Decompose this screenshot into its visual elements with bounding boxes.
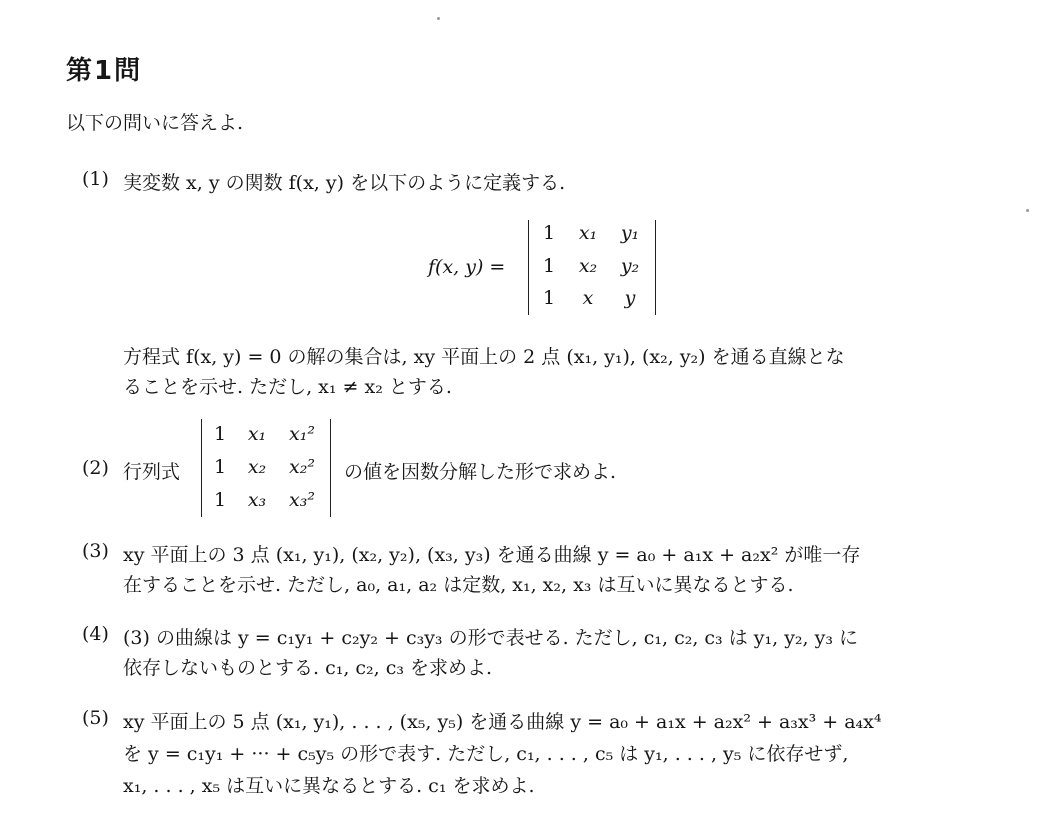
matrix-cell: x₂² xyxy=(289,456,315,478)
determinant-matrix xyxy=(201,419,331,517)
matrix-cell: 1 xyxy=(542,255,556,277)
matrix-cell: 1 xyxy=(213,423,227,445)
problem-text-line: 依存しないものとする. c₁, c₂, c₃ を求めよ. xyxy=(123,657,493,679)
matrix-cell: 1 xyxy=(542,287,556,309)
problem-text-line: (3) の曲線は y = c₁y₁ + c₂y₂ + c₃y₃ の形で表せる. ただし, c₁, c₂, c₃ は y₁, y₂, y₃ に xyxy=(123,627,859,649)
problem-text-line: 方程式 f(x, y) = 0 の解の集合は, xy 平面上の 2 点 (x₁, y₁), (x₂, y₂) を通る直線とな xyxy=(123,346,845,368)
problem-text-line: xy 平面上の 5 点 (x₁, y₁), . . . , (x₅, y₅) を通る曲線 y = a₀ + a₁x + a₂x² + a₃x³ + a₄x⁴ xyxy=(123,711,882,733)
matrix-cell: x₂ xyxy=(247,456,267,478)
subproblem-number: (4) xyxy=(82,623,109,645)
matrix-cell: x₃ xyxy=(247,489,267,511)
subproblem-number: (5) xyxy=(82,707,109,729)
determinant-matrix xyxy=(528,220,656,315)
subproblem-2 xyxy=(82,414,982,524)
matrix-cell: y₁ xyxy=(620,222,640,244)
matrix-cell: x₃² xyxy=(289,489,315,511)
scan-speck xyxy=(437,17,440,20)
problem-text-prefix: 行列式 xyxy=(123,461,181,483)
matrix-cell: 1 xyxy=(213,489,227,511)
equation-lhs: f(x, y) = xyxy=(428,256,506,278)
subproblem-3 xyxy=(82,540,982,602)
matrix-cell: 1 xyxy=(213,456,227,478)
problem-text-line: 実変数 x, y の関数 f(x, y) を以下のように定義する. xyxy=(123,172,566,194)
problem-text-line: xy 平面上の 3 点 (x₁, y₁), (x₂, y₂), (x₃, y₃) を通る曲線 y = a₀ + a₁x + a₂x² が唯一存 xyxy=(123,544,861,566)
subproblem-1 xyxy=(82,168,982,408)
matrix-cell: x₁² xyxy=(289,423,315,445)
matrix-cell: y xyxy=(624,287,636,309)
subproblem-number: (1) xyxy=(82,168,109,190)
problem-text-line: を y = c₁y₁ + ··· + c₅y₅ の形で表す. ただし, c₁, . . . , c₅ は y₁, . . . , y₅ に依存せず, xyxy=(123,743,849,765)
problem-text-line: 在することを示せ. ただし, a₀, a₁, a₂ は定数, x₁, x₂, x₃ は互いに異なるとする. xyxy=(123,574,794,596)
matrix-cell: x₁ xyxy=(247,423,267,445)
matrix-cell: 1 xyxy=(542,222,556,244)
matrix-cell: x₁ xyxy=(578,222,598,244)
problem-text-line: x₁, . . . , x₅ は互いに異なるとする. c₁ を求めよ. xyxy=(123,775,535,797)
problem-text-suffix: の値を因数分解した形で求めよ. xyxy=(344,461,617,483)
problem-title: 第1問 xyxy=(66,56,143,86)
subproblem-4 xyxy=(82,623,982,685)
matrix-cell: y₂ xyxy=(620,255,640,277)
subproblem-number: (2) xyxy=(82,457,109,479)
scan-speck xyxy=(1026,209,1029,212)
subproblem-number: (3) xyxy=(82,540,109,562)
matrix-cell: x₂ xyxy=(578,255,598,277)
matrix-cell: x xyxy=(582,287,594,309)
subproblem-5 xyxy=(82,707,982,803)
problem-text-line: ることを示せ. ただし, x₁ ≠ x₂ とする. xyxy=(123,376,452,398)
problem-intro: 以下の問いに答えよ. xyxy=(66,112,244,134)
